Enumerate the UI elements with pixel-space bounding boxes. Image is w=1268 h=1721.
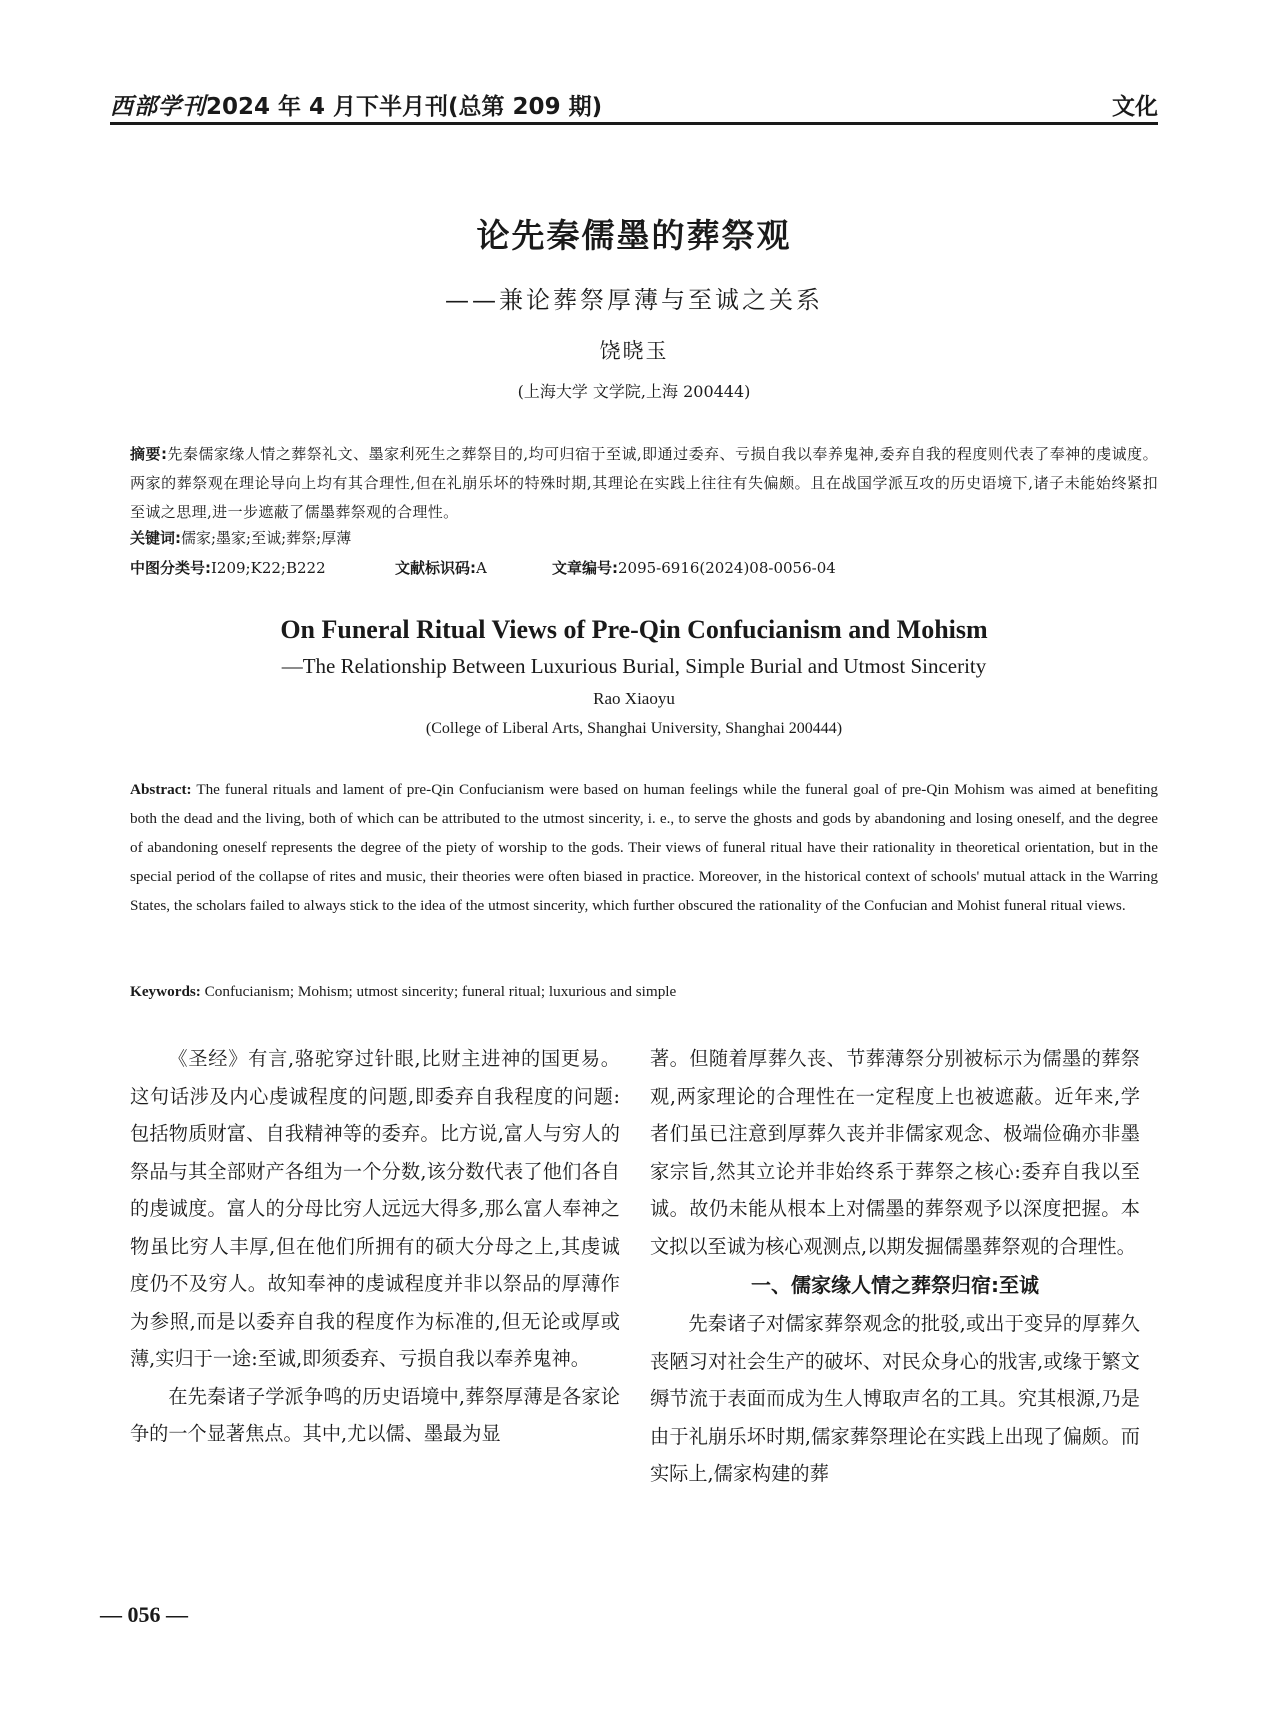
keywords-text: 儒家;墨家;至诚;葬祭;厚薄: [181, 529, 352, 547]
body-paragraph: 著。但随着厚葬久丧、节葬薄祭分别被标示为儒墨的葬祭观,两家理论的合理性在一定程度上也被遮蔽。近年来,学者们虽已注意到厚葬久丧并非儒家观念、极端俭确亦非墨家宗旨,然其立论并非始终系于葬祭之核心:委弃自我以至诚。故仍未能从根本上对儒墨的葬祭观予以深度把握。本文拟以至诚为核心观测点,以期发掘儒墨葬祭观的合理性。: [650, 1047, 1140, 1258]
page-number: — 056 —: [100, 1602, 188, 1627]
section-label: 文化: [1112, 94, 1158, 120]
chinese-keywords: [130, 526, 1158, 550]
english-subtitle: —The Relationship Between Luxurious Burial, Simple Burial and Utmost Sincerity: [281, 654, 987, 678]
english-keywords-text: Confucianism; Mohism; utmost sincerity; funeral ritual; luxurious and simple: [204, 983, 677, 1000]
english-affiliation: (College of Liberal Arts, Shanghai University, Shanghai 200444): [425, 720, 843, 737]
body-paragraph: 在先秦诸子学派争鸣的历史语境中,葬祭厚薄是各家论争的一个显著焦点。其中,尤以儒、墨最为显: [130, 1384, 620, 1445]
body-left-column: [130, 1040, 620, 1453]
abstract-text: 先秦儒家缘人情之葬祭礼文、墨家利死生之葬祭目的,均可归宿于至诚,即通过委弃、亏损自我以奉养鬼神,委弃自我的程度则代表了奉神的虔诚度。两家的葬祭观在理论导向上均有其合理性,但在礼崩乐坏的特殊时期,其理论在实践上往往有失偏颇。且在战国学派互攻的历史语境下,诸子未能始终紧扣至诚之思理,进一步遮蔽了儒墨葬祭观的合理性。: [130, 445, 1158, 521]
english-abstract-text: The funeral rituals and lament of pre-Qin Confucianism were based on human feelings while the funeral goal of pre-Qin Mohism was aimed at benefiting both the dead and the living, both of which can be attributed to the utmost sincerity, i. e., to serve the ghosts and gods by abandoning and losing oneself, and the degree of abandoning oneself represents the degree of the piety of worship to the gods. Their views of funeral ritual have their rationality in theoretical orientation, but in the special period of the collapse of rites and music, their theories were often biased in practice. Moreover, in the historical context of schools' mutual attack in the Warring States, the scholars failed to always stick to the idea of the utmost sincerity, which further obscured the rationality of the Confucian and Mohist funeral ritual views.: [130, 781, 1158, 914]
author-name: 饶晓玉: [599, 339, 669, 363]
body-right-column: [650, 1040, 1140, 1493]
english-abstract-label: Abstract:: [130, 781, 192, 798]
abstract-label: 摘要:: [130, 445, 168, 463]
journal-issue-line: [110, 88, 602, 121]
english-keywords-label: Keywords:: [130, 983, 201, 1000]
english-title: On Funeral Ritual Views of Pre-Qin Confucianism and Mohism: [280, 615, 988, 644]
running-header: [110, 88, 1158, 125]
article-number: 文章编号:2095-6916(2024)08-0056-04: [552, 559, 836, 577]
journal-logo: 西部学刊: [110, 93, 206, 120]
section-heading: 一、儒家缘人情之葬祭归宿:至诚: [751, 1273, 1039, 1297]
english-author: Rao Xiaoyu: [593, 689, 675, 708]
clc-code: 中图分类号:I209;K22;B222: [130, 559, 326, 577]
english-abstract: [130, 775, 1158, 920]
body-paragraph: 《圣经》有言,骆驼穿过针眼,比财主进神的国更易。这句话涉及内心虔诚程度的问题,即委弃自我程度的问题:包括物质财富、自我精神等的委弃。比方说,富人与穷人的祭品与其全部财产各组为一个分数,该分数代表了他们各自的虔诚度。富人的分母比穷人远远大得多,那么富人奉神之物虽比穷人丰厚,但在他们所拥有的硕大分母之上,其虔诚度仍不及穷人。故知奉神的虔诚程度并非以祭品的厚薄作为参照,而是以委弃自我的程度作为标准的,但无论或厚或薄,实归于一途:至诚,即须委弃、亏损自我以奉养鬼神。: [130, 1047, 620, 1370]
author-affiliation: (上海大学 文学院,上海 200444): [517, 382, 751, 401]
article-subtitle: ——兼论葬祭厚薄与至诚之关系: [445, 286, 823, 314]
keywords-label: 关键词:: [130, 529, 181, 547]
issue-info: 2024 年 4 月下半月刊(总第 209 期): [206, 94, 603, 120]
body-paragraph: 先秦诸子对儒家葬祭观念的批驳,或出于变异的厚葬久丧陋习对社会生产的破坏、对民众身心的戕害,或缘于繁文缛节流于表面而成为生人博取声名的工具。究其根源,乃是由于礼崩乐坏时期,儒家葬祭理论在实践上出现了偏颇。而实际上,儒家构建的葬: [650, 1312, 1140, 1485]
document-code: 文献标识码:A: [395, 559, 487, 577]
english-keywords: [130, 980, 1158, 1004]
article-title: 论先秦儒墨的葬祭观: [476, 216, 792, 255]
chinese-abstract: [130, 440, 1158, 527]
